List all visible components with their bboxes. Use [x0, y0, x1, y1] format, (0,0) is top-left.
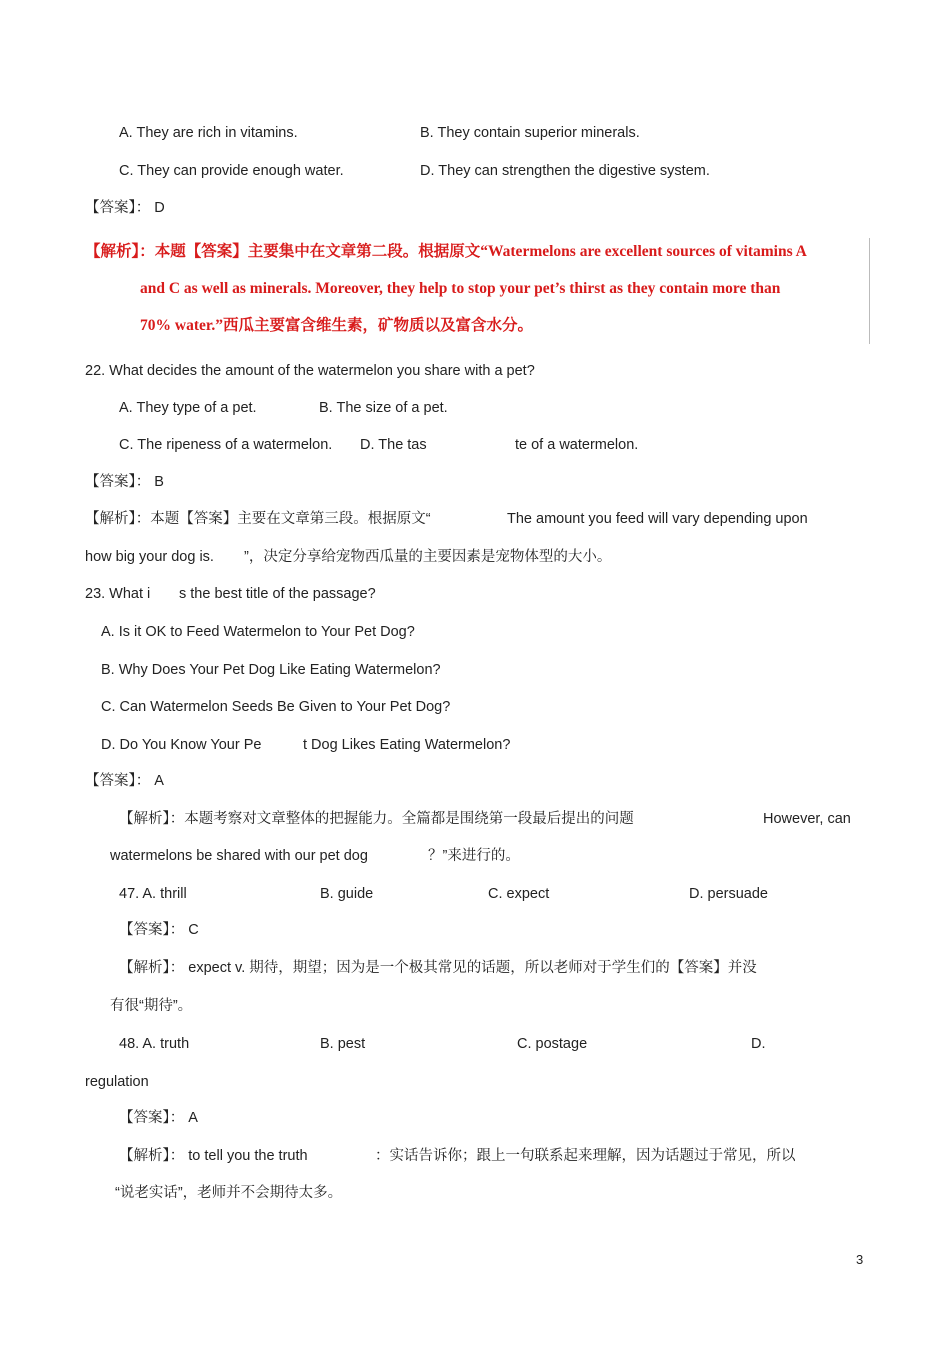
q47-option-a: 47. A. thrill: [119, 886, 187, 902]
q23-explanation-line1a: 【解析】：本题考察对文章整体的把握能力。全篇都是围绕第一段最后提出的问题: [119, 811, 634, 827]
q23-option-c: C. Can Watermelon Seeds Be Given to Your Pet Dog?: [101, 699, 451, 715]
q23-explanation-line2b: ？”来进行的。: [428, 848, 520, 864]
q48-explanation-line2: “说老实话”，老师并不会期待太多。: [115, 1185, 343, 1201]
q47-explanation-line1: 【解析】： expect v. 期待，期望；因为是一个极其常见的话题，所以老师对于学生们的【答案】并没: [119, 960, 757, 976]
q47-explanation-line2: 有很“期待”。: [110, 998, 193, 1014]
q48-explanation-line1a: 【解析】： to tell you the truth: [119, 1148, 308, 1164]
margin-rule: [869, 238, 870, 344]
q48-answer: 【答案】： A: [119, 1110, 198, 1126]
q23-answer: 【答案】： A: [85, 773, 164, 789]
q23-question-part2: s the best title of the passage?: [179, 586, 376, 602]
q23-question-part1: 23. What i: [85, 586, 151, 602]
q22-question: 22. What decides the amount of the watermelon you share with a pet?: [85, 363, 535, 379]
q48-explanation-line1b: ：实话告诉你；跟上一句联系起来理解，因为话题过于常见，所以: [375, 1148, 796, 1164]
q22-option-b: B. The size of a pet.: [319, 400, 448, 416]
q22-explanation-line2a: how big your dog is.: [85, 549, 214, 565]
q48-option-d-part1: D.: [751, 1036, 766, 1052]
q47-option-c: C. expect: [488, 886, 550, 902]
q47-option-d: D. persuade: [689, 886, 768, 902]
q21-option-b: B. They contain superior minerals.: [420, 125, 640, 141]
q48-option-b: B. pest: [320, 1036, 366, 1052]
q48-option-d-part2: regulation: [85, 1074, 149, 1090]
q48-option-c: C. postage: [517, 1036, 588, 1052]
q23-option-b: B. Why Does Your Pet Dog Like Eating Watermelon?: [101, 662, 441, 678]
q21-option-c: C. They can provide enough water.: [119, 163, 344, 179]
q22-option-d-part1: D. The tas: [360, 437, 427, 453]
q22-option-a: A. They type of a pet.: [119, 400, 257, 416]
q23-option-a: A. Is it OK to Feed Watermelon to Your Pet Dog?: [101, 624, 415, 640]
page-number: 3: [856, 1252, 864, 1267]
q22-answer: 【答案】： B: [85, 474, 164, 490]
q21-option-a: A. They are rich in vitamins.: [119, 125, 298, 141]
q47-option-b: B. guide: [320, 886, 374, 902]
q22-explanation-line1b: The amount you feed will vary depending upon: [507, 511, 808, 527]
q23-option-d-part2: t Dog Likes Eating Watermelon?: [303, 737, 511, 753]
q22-explanation-line1a: 【解析】：本题【答案】主要在文章第三段。根据原文“: [85, 511, 431, 527]
q22-explanation-line2b: ”，决定分享给宠物西瓜量的主要因素是宠物体型的大小。: [244, 549, 612, 565]
q21-explanation-line3: 70% water.”西瓜主要富含维生素，矿物质以及富含水分。: [140, 317, 533, 334]
q21-option-d: D. They can strengthen the digestive system.: [420, 163, 710, 179]
q22-option-c: C. The ripeness of a watermelon.: [119, 437, 333, 453]
q47-answer: 【答案】： C: [119, 922, 199, 938]
q21-explanation-line2: and C as well as minerals. Moreover, they help to stop your pet’s thirst as they contain more than: [140, 280, 781, 297]
q21-explanation-line1: 【解析】：本题【答案】主要集中在文章第二段。根据原文“Watermelons are excellent sources of vitamins A: [85, 243, 807, 260]
q48-option-a: 48. A. truth: [119, 1036, 190, 1052]
q23-option-d-part1: D. Do You Know Your Pe: [101, 737, 262, 753]
q21-answer: 【答案】： D: [85, 200, 165, 216]
q22-option-d-part2: te of a watermelon.: [515, 437, 639, 453]
q23-explanation-line1b: However, can: [763, 811, 851, 827]
q23-explanation-line2a: watermelons be shared with our pet dog: [110, 848, 368, 864]
